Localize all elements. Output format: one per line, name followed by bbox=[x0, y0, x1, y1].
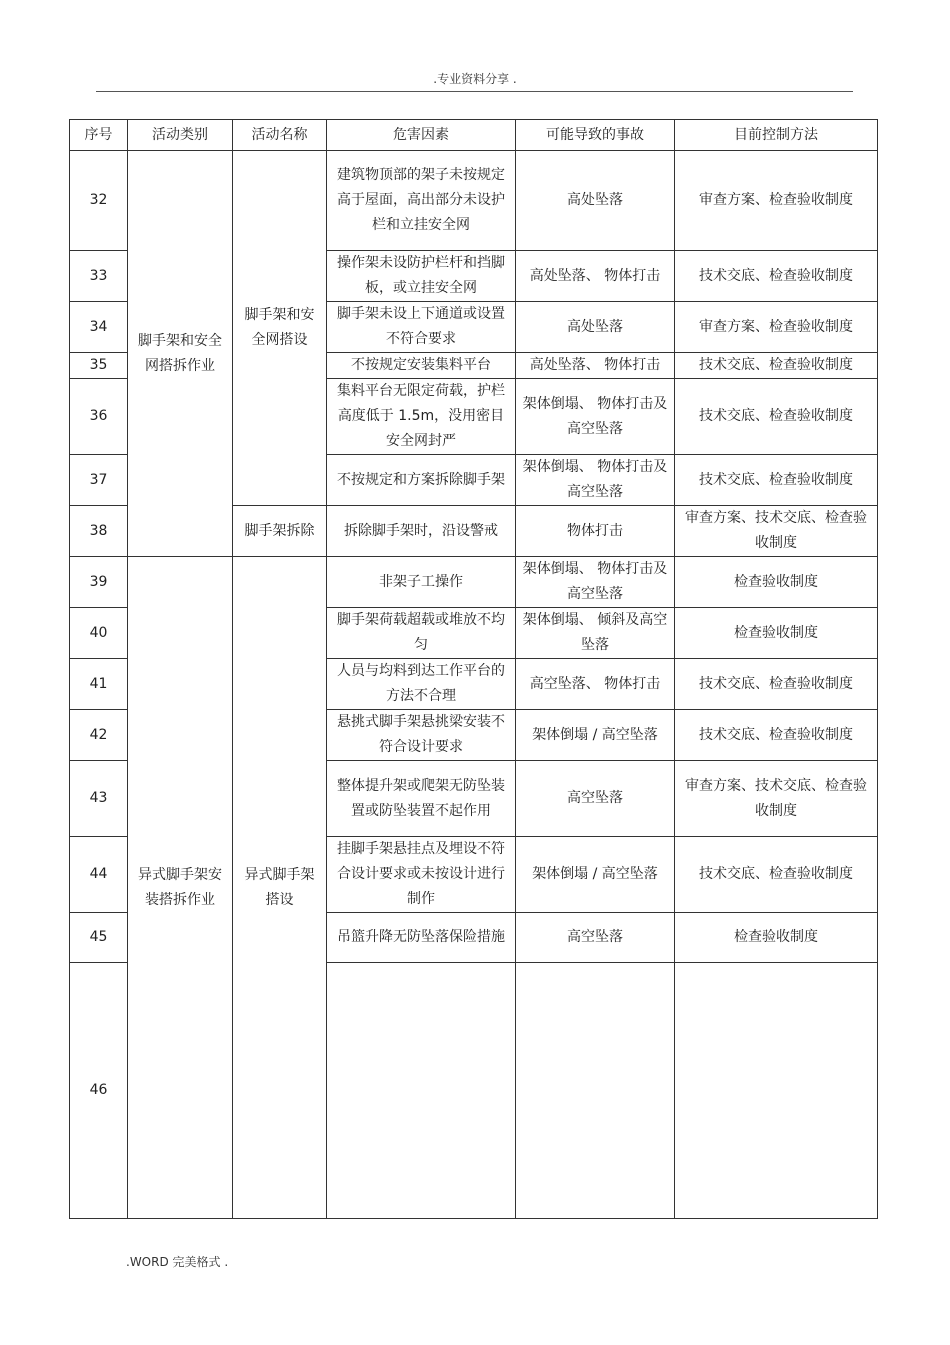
control-cell: 技术交底、检查验收制度 bbox=[675, 837, 878, 913]
col-header-accident: 可能导致的事故 bbox=[516, 120, 675, 151]
hazard-cell: 非架子工操作 bbox=[327, 557, 516, 608]
activity-name: 脚手架拆除 bbox=[233, 506, 327, 557]
row-number: 35 bbox=[70, 353, 128, 379]
control-cell: 技术交底、检查验收制度 bbox=[675, 353, 878, 379]
accident-cell: 高空坠落 bbox=[516, 761, 675, 837]
row-number: 38 bbox=[70, 506, 128, 557]
hazard-cell: 脚手架荷载超载或堆放不均匀 bbox=[327, 608, 516, 659]
page-footer: .WORD 完美格式 . bbox=[126, 1255, 229, 1269]
table-row bbox=[70, 557, 878, 608]
control-cell: 审查方案、检查验收制度 bbox=[675, 302, 878, 353]
control-cell: 审查方案、检查验收制度 bbox=[675, 151, 878, 251]
hazard-cell: 脚手架未设上下通道或设置不符合要求 bbox=[327, 302, 516, 353]
col-header-no: 序号 bbox=[70, 120, 128, 151]
row-number: 46 bbox=[70, 963, 128, 1219]
row-number: 44 bbox=[70, 837, 128, 913]
table-header-row bbox=[70, 120, 878, 151]
accident-cell: 高处坠落 bbox=[516, 151, 675, 251]
header-divider bbox=[96, 91, 853, 92]
accident-cell: 架体倒塌、 物体打击及高空坠落 bbox=[516, 455, 675, 506]
accident-cell: 高空坠落、 物体打击 bbox=[516, 659, 675, 710]
hazard-cell: 吊篮升降无防坠落保险措施 bbox=[327, 913, 516, 963]
row-number: 37 bbox=[70, 455, 128, 506]
col-header-category: 活动类别 bbox=[128, 120, 233, 151]
row-number: 41 bbox=[70, 659, 128, 710]
activity-category: 脚手架和安全网搭拆作业 bbox=[128, 151, 233, 557]
hazard-cell: 操作架未设防护栏杆和挡脚板，或立挂安全网 bbox=[327, 251, 516, 302]
hazard-cell: 悬挑式脚手架悬挑梁安装不符合设计要求 bbox=[327, 710, 516, 761]
hazard-cell: 不按规定安装集料平台 bbox=[327, 353, 516, 379]
row-number: 32 bbox=[70, 151, 128, 251]
accident-cell: 高处坠落 bbox=[516, 302, 675, 353]
page-header: .专业资料分享 . bbox=[433, 72, 517, 86]
control-cell: 技术交底、检查验收制度 bbox=[675, 659, 878, 710]
hazard-table bbox=[69, 119, 878, 1219]
row-number: 36 bbox=[70, 379, 128, 455]
col-header-control: 目前控制方法 bbox=[675, 120, 878, 151]
control-cell: 审查方案、技术交底、检查验收制度 bbox=[675, 506, 878, 557]
accident-cell bbox=[516, 963, 675, 1219]
row-number: 45 bbox=[70, 913, 128, 963]
accident-cell: 架体倒塌 / 高空坠落 bbox=[516, 837, 675, 913]
hazard-cell: 建筑物顶部的架子未按规定高于屋面，高出部分未设护栏和立挂安全网 bbox=[327, 151, 516, 251]
activity-name: 脚手架和安全网搭设 bbox=[233, 151, 327, 506]
row-number: 40 bbox=[70, 608, 128, 659]
row-number: 43 bbox=[70, 761, 128, 837]
col-header-activity: 活动名称 bbox=[233, 120, 327, 151]
control-cell bbox=[675, 963, 878, 1219]
accident-cell: 物体打击 bbox=[516, 506, 675, 557]
control-cell: 技术交底、检查验收制度 bbox=[675, 251, 878, 302]
control-cell: 技术交底、检查验收制度 bbox=[675, 379, 878, 455]
control-cell: 检查验收制度 bbox=[675, 608, 878, 659]
hazard-cell: 人员与均料到达工作平台的方法不合理 bbox=[327, 659, 516, 710]
row-number: 42 bbox=[70, 710, 128, 761]
activity-category: 异式脚手架安装搭拆作业 bbox=[128, 557, 233, 1219]
row-number: 33 bbox=[70, 251, 128, 302]
accident-cell: 架体倒塌、 物体打击及高空坠落 bbox=[516, 379, 675, 455]
control-cell: 技术交底、检查验收制度 bbox=[675, 455, 878, 506]
accident-cell: 架体倒塌 / 高空坠落 bbox=[516, 710, 675, 761]
hazard-cell: 集料平台无限定荷载，护栏高度低于 1.5m，没用密目安全网封严 bbox=[327, 379, 516, 455]
control-cell: 技术交底、检查验收制度 bbox=[675, 710, 878, 761]
accident-cell: 架体倒塌、 物体打击及高空坠落 bbox=[516, 557, 675, 608]
accident-cell: 架体倒塌、 倾斜及高空坠落 bbox=[516, 608, 675, 659]
row-number: 39 bbox=[70, 557, 128, 608]
hazard-cell: 整体提升架或爬架无防坠装置或防坠装置不起作用 bbox=[327, 761, 516, 837]
hazard-cell: 拆除脚手架时，沿设警戒 bbox=[327, 506, 516, 557]
row-number: 34 bbox=[70, 302, 128, 353]
accident-cell: 高处坠落、 物体打击 bbox=[516, 353, 675, 379]
table-row bbox=[70, 151, 878, 251]
col-header-hazard: 危害因素 bbox=[327, 120, 516, 151]
control-cell: 审查方案、技术交底、检查验收制度 bbox=[675, 761, 878, 837]
control-cell: 检查验收制度 bbox=[675, 913, 878, 963]
control-cell: 检查验收制度 bbox=[675, 557, 878, 608]
hazard-cell bbox=[327, 963, 516, 1219]
accident-cell: 高空坠落 bbox=[516, 913, 675, 963]
hazard-cell: 挂脚手架悬挂点及埋设不符合设计要求或未按设计进行制作 bbox=[327, 837, 516, 913]
activity-name: 异式脚手架搭设 bbox=[233, 557, 327, 1219]
hazard-cell: 不按规定和方案拆除脚手架 bbox=[327, 455, 516, 506]
accident-cell: 高处坠落、 物体打击 bbox=[516, 251, 675, 302]
